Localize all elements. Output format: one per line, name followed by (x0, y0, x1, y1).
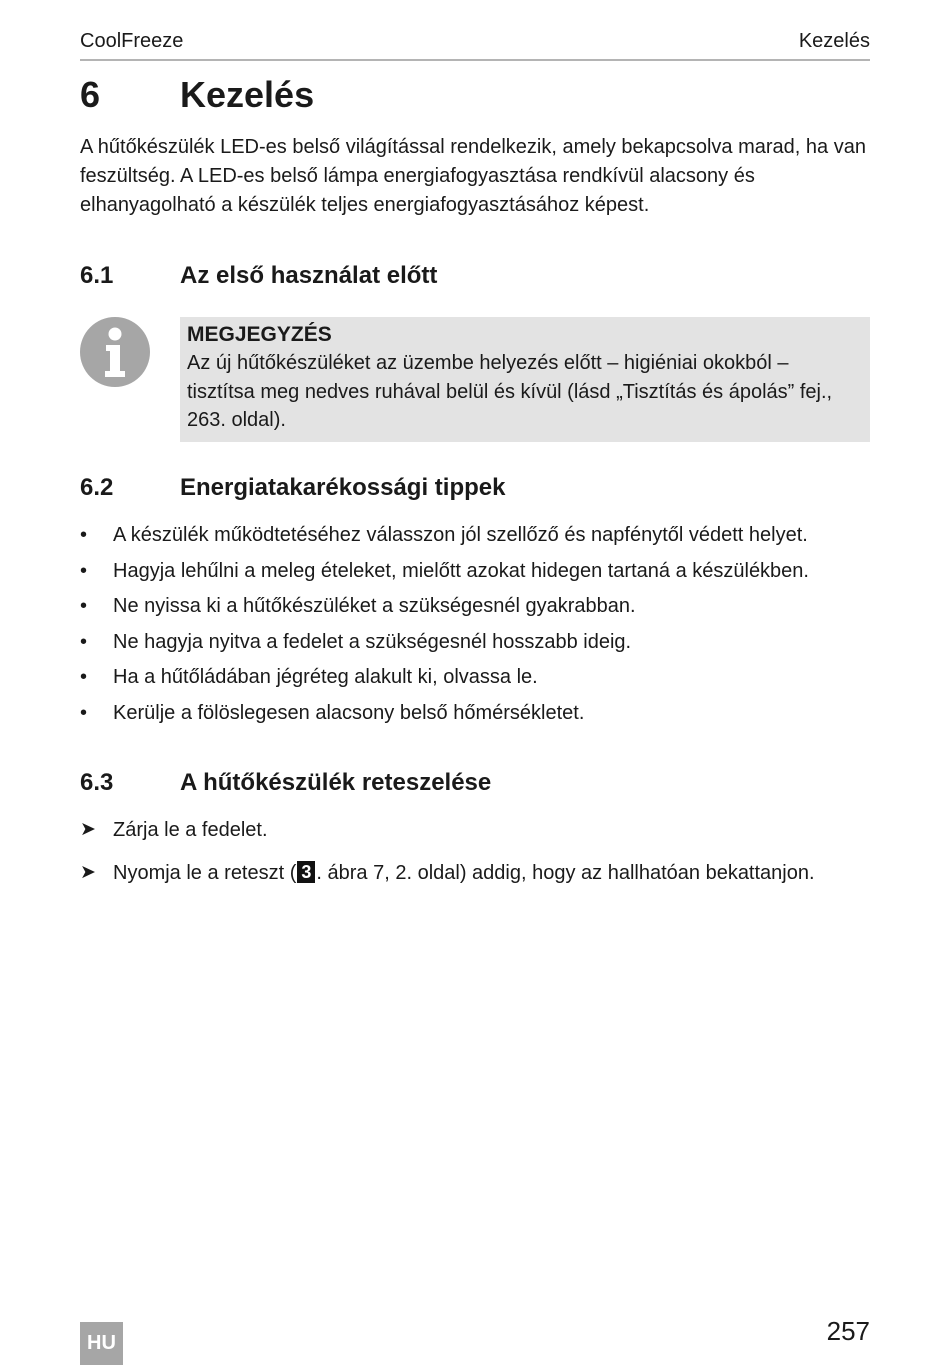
bullet-icon: • (80, 630, 88, 653)
step-item (80, 858, 880, 901)
section-title: Energiatakarékossági tippek (180, 474, 506, 501)
list-item-text: Hagyja lehűlni a meleg ételeket, mielőtt azokat hidegen tartaná a készülékben. (113, 559, 809, 582)
info-icon (80, 317, 150, 387)
list-item (80, 520, 870, 556)
document-page (80, 0, 870, 1365)
step-text-after: . ábra 7, 2. oldal) addig, hogy az hallhatóan bekattanjon. (316, 862, 815, 884)
running-header (80, 28, 870, 61)
note-text: Az új hűtőkészüléket az üzembe helyezés előtt – higiéniai okokból – tisztítsa meg nedves ruhával belül és kívül (lásd „Tisztítás és ápolás” fej., 263. oldal). (187, 352, 833, 431)
list-item-text: Ha a hűtőládában jégréteg alakult ki, olvassa le. (113, 666, 538, 688)
step-item (80, 815, 880, 858)
figure-reference-badge: 3 (297, 861, 315, 883)
chapter-title: Kezelés (180, 74, 315, 115)
bullet-icon: • (80, 559, 88, 582)
section-title: A hűtőkészülék reteszelése (180, 769, 492, 796)
section-title: Az első használat előtt (180, 262, 438, 289)
step-text-before: Nyomja le a reteszt ( (113, 862, 297, 884)
list-item-text: A készülék működtetéséhez válasszon jól szellőző és napfénytől védett helyet. (113, 524, 808, 546)
energy-tips-list (80, 520, 870, 733)
section-number: 6.1 (80, 262, 114, 289)
intro-paragraph: A hűtőkészülék LED-es belső világítással rendelkezik, amely bekapcsolva marad, ha van feszültség. A LED-es belső lámpa energiafogyasztása rendkívül alacsony és elhanyagolható a készülék teljes energiafogyasztásához képest. (80, 136, 866, 216)
list-item (80, 698, 870, 734)
bullet-icon: • (80, 595, 88, 617)
section-number: 6.2 (80, 474, 114, 501)
list-item-text: Kerülje a fölöslegesen alacsony belső hőmérsékletet. (113, 701, 585, 724)
locking-steps-list (80, 815, 880, 901)
note-box (180, 317, 870, 442)
list-item (80, 627, 870, 663)
bullet-icon: • (80, 666, 88, 688)
list-item (80, 662, 870, 698)
bullet-icon: • (80, 701, 88, 724)
arrow-right-icon: ➤ (80, 862, 96, 883)
list-item (80, 591, 870, 627)
header-chapter-name: Kezelés (798, 30, 870, 52)
list-item-text: Ne nyissa ki a hűtőkészüléket a szükségesnél gyakrabban. (113, 595, 636, 617)
arrow-right-icon: ➤ (80, 819, 96, 840)
bullet-icon: • (80, 524, 88, 546)
page-number: 257 (826, 1316, 870, 1346)
language-badge: HU (80, 1322, 123, 1365)
chapter-number: 6 (80, 74, 101, 115)
section-number: 6.3 (80, 769, 114, 796)
list-item-text: Ne hagyja nyitva a fedelet a szükségesnél hosszabb ideig. (113, 630, 632, 653)
header-product-name: CoolFreeze (80, 30, 184, 52)
list-item (80, 556, 870, 592)
step-text: Zárja le a fedelet. (113, 819, 268, 841)
note-title: MEGJEGYZÉS (187, 323, 332, 346)
